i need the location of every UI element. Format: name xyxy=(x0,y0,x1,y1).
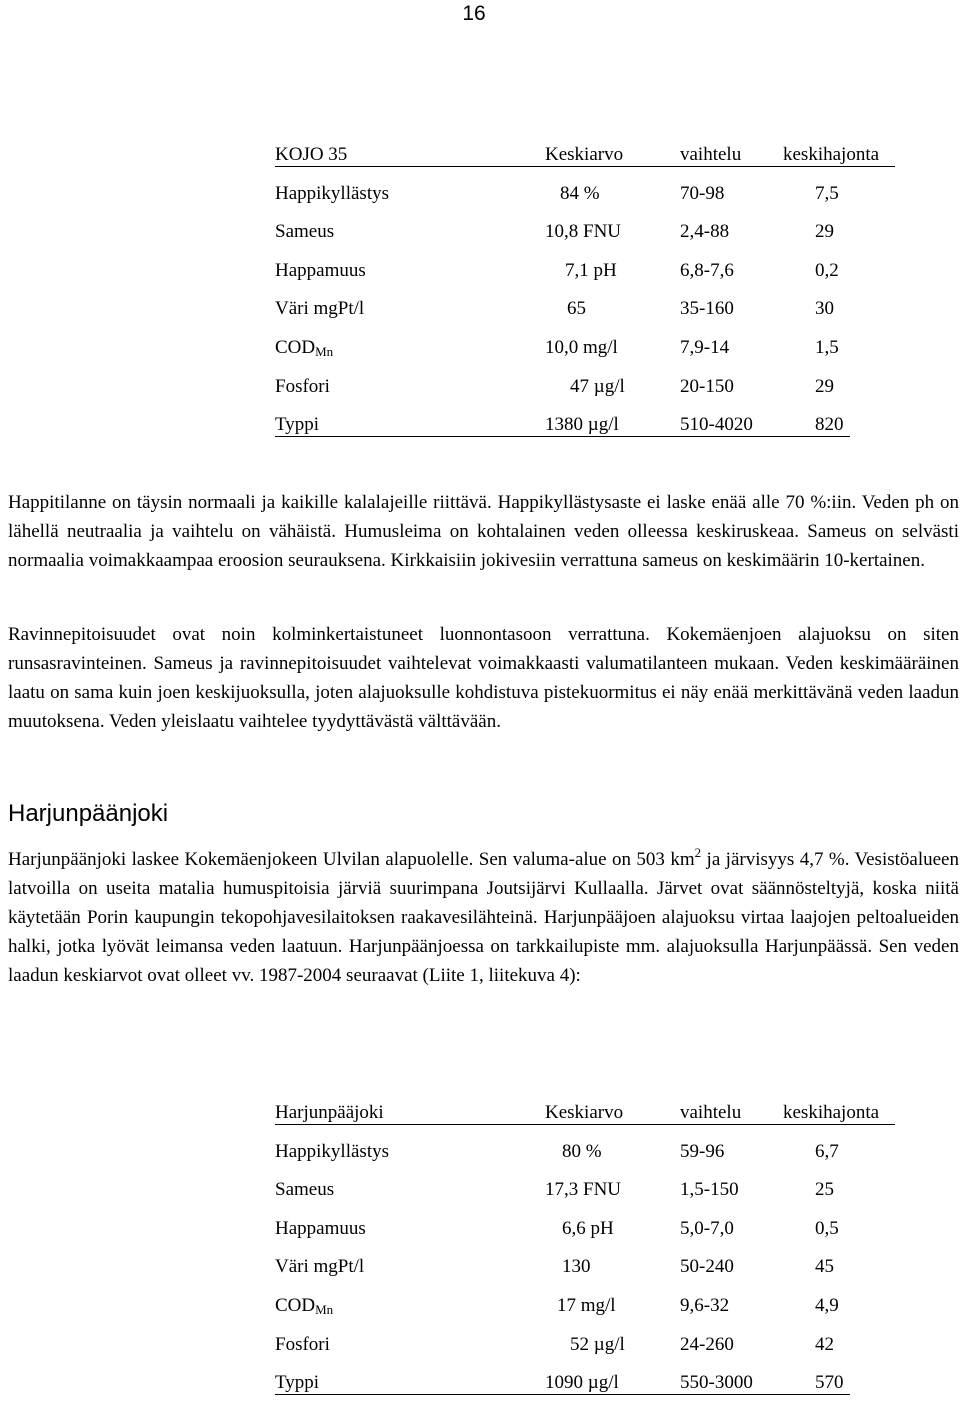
paragraph-oxygen-status: Happitilanne on täysin normaali ja kaikille kalalajeille riittävä. Happikyllästysaste ei laske enää alle 70 %:iin. Veden ph on lähellä neutraalia ja vaihtelu on vähäistä. Humusleima on kohtalainen veden olleessa keskiruskeaa. Sameus on selvästi normaalia voimakkaampaa eroosion seurauksena. Kirkkaisiin jokivesiin verrattuna sameus on keskimäärin 10-kertainen. xyxy=(8,492,959,571)
mean-cell: 10,0 mg/l xyxy=(545,336,618,358)
table-bottom-rule xyxy=(275,436,850,437)
table-header-mean: Keskiarvo xyxy=(545,1102,624,1123)
table-row xyxy=(275,1295,895,1334)
param-cell: Happamuus xyxy=(275,1217,366,1239)
range-cell: 50-240 xyxy=(680,1256,734,1278)
table-bottom-rule xyxy=(275,1394,850,1395)
table-row xyxy=(275,1218,895,1257)
range-cell: 59-96 xyxy=(680,1140,725,1162)
sd-cell: 820 xyxy=(815,414,844,436)
range-cell: 5,0-7,0 xyxy=(680,1217,734,1239)
range-cell: 70-98 xyxy=(680,182,725,204)
header-rule xyxy=(275,1124,895,1125)
page-number: 16 xyxy=(462,2,486,25)
mean-cell: 6,6 pH xyxy=(562,1217,614,1239)
table-header-mean: Keskiarvo xyxy=(545,144,624,165)
param-cell: Fosfori xyxy=(275,375,330,397)
sd-cell: 45 xyxy=(815,1256,834,1278)
table-header-row xyxy=(275,144,895,183)
header-rule xyxy=(275,166,895,167)
section-heading: Harjunpäänjoki xyxy=(8,800,169,827)
water-quality-table-kojo35 xyxy=(275,144,895,453)
sd-cell: 570 xyxy=(815,1372,844,1394)
table-row xyxy=(275,183,895,222)
table-row xyxy=(275,1141,895,1180)
range-cell: 6,8-7,6 xyxy=(680,259,734,281)
range-cell: 7,9-14 xyxy=(680,336,730,358)
param-cell: $COD_{Mn}$ xyxy=(275,336,334,359)
table-header-site: Harjunpääjoki xyxy=(275,1102,384,1123)
range-cell: 510-4020 xyxy=(680,414,753,436)
table-row xyxy=(275,1372,895,1411)
range-cell: 1,5-150 xyxy=(680,1179,739,1201)
param-cell: $COD_{Mn}$ xyxy=(275,1294,334,1317)
mean-cell: 84 % xyxy=(560,182,600,204)
table-row xyxy=(275,337,895,376)
mean-cell: 52 µg/l xyxy=(570,1333,625,1355)
sd-cell: 25 xyxy=(815,1179,834,1201)
mean-cell: 80 % xyxy=(562,1140,602,1162)
param-cell: Sameus xyxy=(275,1179,335,1201)
paragraph-nutrients: Ravinnepitoisuudet ovat noin kolminkertaistuneet luonnontasoon verrattuna. Kokemäenjoen alajuoksu on siten runsasravinteinen. Sameus ja ravinnepitoisuudet vaihtelevat voimakkaasti valumatilanteen mukaan. Veden keskimääräinen laatu on sama kuin joen keskijuoksulla, joten alajuoksulle kohdistuva pistekuormitus ei näy enää merkittävänä veden laadun muutoksena. Veden yleislaatu vaihtelee tyydyttävästä välttävään. xyxy=(8,624,959,732)
table-row xyxy=(275,376,895,415)
sd-cell: 4,9 xyxy=(815,1294,839,1316)
param-cell: Happikyllästys xyxy=(275,182,389,204)
table-row xyxy=(275,221,895,260)
sd-cell: 29 xyxy=(815,221,834,243)
table-row xyxy=(275,298,895,337)
table-row xyxy=(275,1179,895,1218)
param-cell: Väri mgPt/l xyxy=(275,1256,365,1278)
sd-cell: 0,2 xyxy=(815,259,839,281)
superscript-2: 2 xyxy=(694,845,702,860)
table-header-row xyxy=(275,1102,895,1141)
sd-cell: 29 xyxy=(815,375,834,397)
table-row xyxy=(275,1256,895,1295)
range-cell: 550-3000 xyxy=(680,1372,753,1394)
mean-cell: 1090 µg/l xyxy=(545,1372,619,1394)
mean-cell: 130 xyxy=(562,1256,591,1278)
sd-cell: 30 xyxy=(815,298,834,320)
sd-cell: 0,5 xyxy=(815,1217,839,1239)
range-cell: 2,4-88 xyxy=(680,221,730,243)
param-cell: Typpi xyxy=(275,1372,320,1394)
param-cell: Happikyllästys xyxy=(275,1140,389,1162)
table-header-range: vaihtelu xyxy=(680,144,742,165)
range-cell: 9,6-32 xyxy=(680,1294,730,1316)
table-header-sd: keskihajonta xyxy=(783,144,880,165)
sd-cell: 42 xyxy=(815,1333,834,1355)
sd-cell: 6,7 xyxy=(815,1140,839,1162)
table-row xyxy=(275,1334,895,1373)
range-cell: 20-150 xyxy=(680,375,734,397)
mean-cell: 47 µg/l xyxy=(570,375,625,397)
sd-cell: 7,5 xyxy=(815,182,839,204)
table-header-sd: keskihajonta xyxy=(783,1102,880,1123)
mean-cell: 17,3 FNU xyxy=(545,1179,622,1201)
mean-cell: 65 xyxy=(567,298,586,320)
param-cell: Typpi xyxy=(275,414,320,436)
table-header-site: KOJO 35 xyxy=(275,144,348,165)
range-cell: 24-260 xyxy=(680,1333,734,1355)
paragraph-harjunpaanjoki: Harjunpäänjoki laskee Kokemäenjokeen Ulvilan alapuolelle. Sen valuma-alue on 503 $km^2$ ja järvisyys 4,7 %. Vesistöalueen latvoilla on useita matalia humuspitoisia järviä suurimpana Joutsijärvi Kullaalla. Järvet ovat säännösteltyjä, koska niitä käytetään Porin kaupungin tekopohjavesilaitoksen raakavesilähteinä. Harjunpääjoen alajuoksu virtaa laajojen peltoalueiden halki, jotka lyövät leimansa veden laatuun. Harjunpäänjoessa on tarkkailupiste mm. alajuoksulla Harjunpäässä. Sen veden laadun keskiarvot ovat olleet vv. 1987-2004 seuraavat (Liite 1, liitekuva 4): xyxy=(8,845,959,986)
range-cell: 35-160 xyxy=(680,298,734,320)
table-row xyxy=(275,260,895,299)
param-cell: Fosfori xyxy=(275,1333,330,1355)
water-quality-table-harjunpaajoki xyxy=(275,1102,895,1411)
param-cell: Väri mgPt/l xyxy=(275,298,365,320)
table-header-range: vaihtelu xyxy=(680,1102,742,1123)
param-cell: Happamuus xyxy=(275,259,366,281)
sd-cell: 1,5 xyxy=(815,336,839,358)
mean-cell: 17 mg/l xyxy=(557,1294,616,1316)
mean-cell: 10,8 FNU xyxy=(545,221,622,243)
mean-cell: 7,1 pH xyxy=(565,259,617,281)
table-row xyxy=(275,414,895,453)
mean-cell: 1380 µg/l xyxy=(545,414,619,436)
param-cell: Sameus xyxy=(275,221,335,243)
